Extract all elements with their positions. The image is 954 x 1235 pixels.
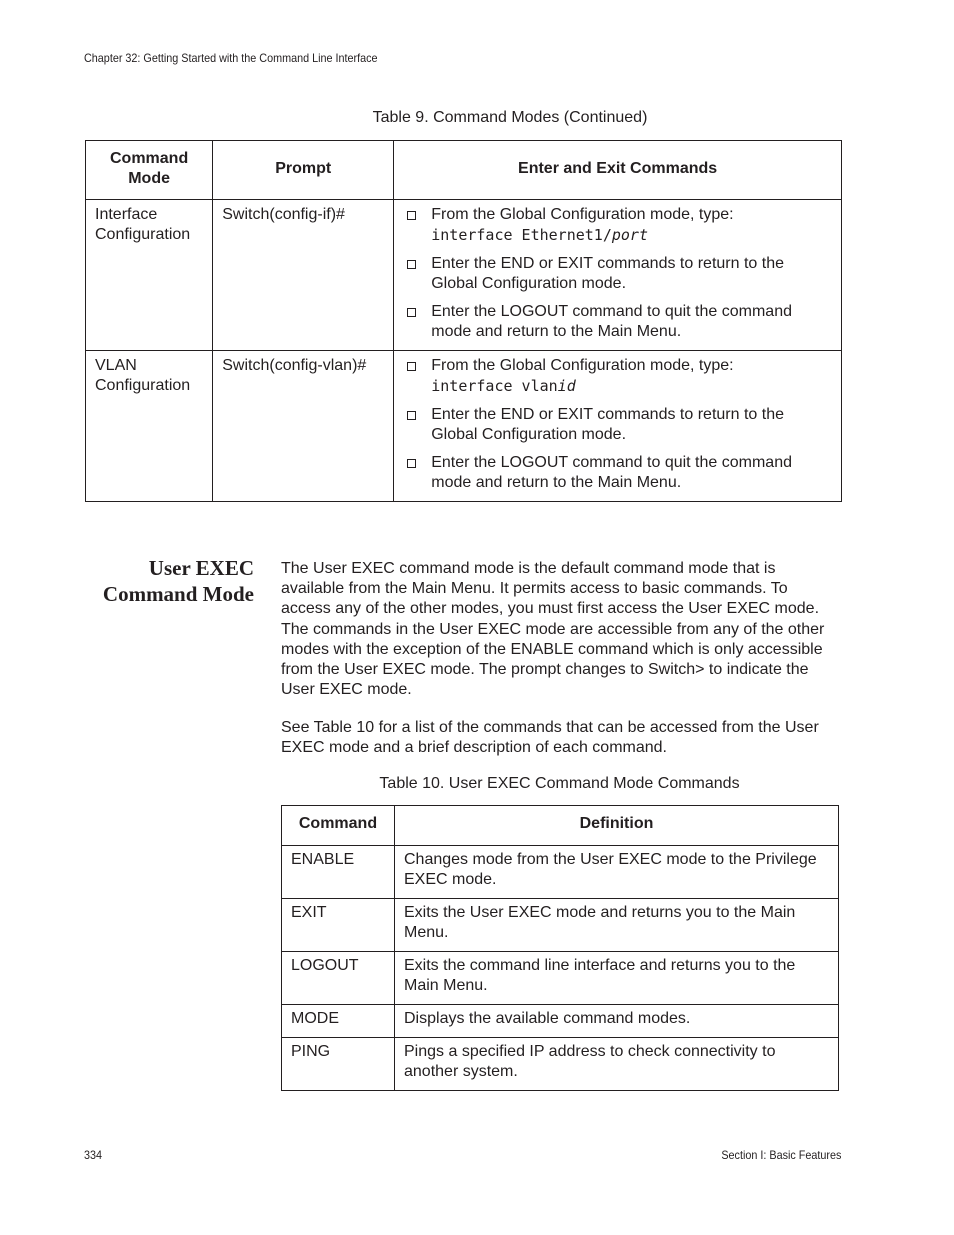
checkbox-bullet-icon bbox=[407, 308, 416, 317]
col-header-enter-exit: Enter and Exit Commands bbox=[394, 141, 842, 197]
mode-line: Interface bbox=[95, 206, 158, 223]
list-item: Enter the LOGOUT command to quit the command mode and return to the Main Menu. bbox=[403, 302, 833, 342]
prompt-cell: Switch(config-if)# bbox=[213, 200, 394, 351]
checkbox-bullet-icon bbox=[407, 211, 416, 220]
definition-cell: Pings a specified IP address to check connectivity to another system. bbox=[395, 1038, 839, 1091]
enter-exit-cell bbox=[394, 351, 842, 502]
list-item: Enter the END or EXIT commands to return to the Global Configuration mode. bbox=[403, 405, 833, 445]
user-exec-commands-table bbox=[281, 805, 839, 1091]
mode-cell bbox=[86, 200, 213, 351]
mode-line: Configuration bbox=[95, 377, 191, 394]
command-syntax: interface vlanid bbox=[431, 377, 576, 395]
running-header: Chapter 32: Getting Started with the Command Line Interface bbox=[84, 51, 378, 65]
command-syntax: interface Ethernet1/port bbox=[431, 226, 648, 244]
definition-cell: Displays the available command modes. bbox=[395, 1005, 839, 1038]
prompt-cell: Switch(config-vlan)# bbox=[213, 351, 394, 502]
command-cell: EXIT bbox=[282, 899, 395, 952]
command-cell: ENABLE bbox=[282, 846, 395, 899]
table-row bbox=[282, 1005, 839, 1038]
mode-line: VLAN bbox=[95, 357, 137, 374]
table10-caption: Table 10. User EXEC Command Mode Commands bbox=[379, 775, 740, 792]
col-header-definition: Definition bbox=[395, 806, 839, 843]
col-header-prompt: Prompt bbox=[213, 141, 394, 197]
command-modes-table bbox=[85, 140, 842, 502]
list-item: Enter the LOGOUT command to quit the command mode and return to the Main Menu. bbox=[403, 453, 833, 493]
checkbox-bullet-icon bbox=[407, 362, 416, 371]
checkbox-bullet-icon bbox=[407, 459, 416, 468]
command-cell: LOGOUT bbox=[282, 952, 395, 1005]
section-heading: User EXEC Command Mode bbox=[102, 556, 254, 606]
page-number: 334 bbox=[84, 1148, 103, 1162]
mode-cell bbox=[86, 351, 213, 502]
enter-exit-cell bbox=[394, 200, 842, 351]
definition-cell: Exits the User EXEC mode and returns you to the Main Menu. bbox=[395, 899, 839, 952]
intro-paragraph: The User EXEC command mode is the default command mode that is available from the Main Menu. It permits access to basic commands. To access any of the other modes, you must first access the User EXEC mode. The commands in the User EXEC mode are accessible from any of the other modes with the exception of the ENABLE command which is only accessible from the User EXEC mode. The prompt changes to Switch> to indicate the User EXEC mode. bbox=[281, 560, 825, 699]
checkbox-bullet-icon bbox=[407, 260, 416, 269]
col-header-command-mode: Command Mode bbox=[86, 141, 213, 197]
table-row bbox=[282, 952, 839, 1005]
table-row bbox=[86, 200, 842, 351]
definition-cell: Changes mode from the User EXEC mode to the Privilege EXEC mode. bbox=[395, 846, 839, 899]
table-row bbox=[282, 1038, 839, 1091]
table-row bbox=[282, 899, 839, 952]
list-item: Enter the END or EXIT commands to return to the Global Configuration mode. bbox=[403, 254, 833, 294]
command-cell: PING bbox=[282, 1038, 395, 1091]
table-row bbox=[282, 846, 839, 899]
mode-line: Configuration bbox=[95, 226, 191, 243]
table9-caption: Table 9. Command Modes (Continued) bbox=[372, 109, 648, 126]
table-row bbox=[86, 351, 842, 502]
list-item: From the Global Configuration mode, type: interface Ethernet1/port bbox=[403, 205, 833, 246]
list-item: From the Global Configuration mode, type: interface vlanid bbox=[403, 356, 833, 397]
command-cell: MODE bbox=[282, 1005, 395, 1038]
checkbox-bullet-icon bbox=[407, 411, 416, 420]
col-header-command: Command bbox=[282, 806, 395, 843]
definition-cell: Exits the command line interface and returns you to the Main Menu. bbox=[395, 952, 839, 1005]
reference-paragraph: See Table 10 for a list of the commands that can be accessed from the User EXEC mode and a brief description of each command. bbox=[281, 719, 819, 757]
footer-section: Section I: Basic Features bbox=[720, 1148, 841, 1162]
